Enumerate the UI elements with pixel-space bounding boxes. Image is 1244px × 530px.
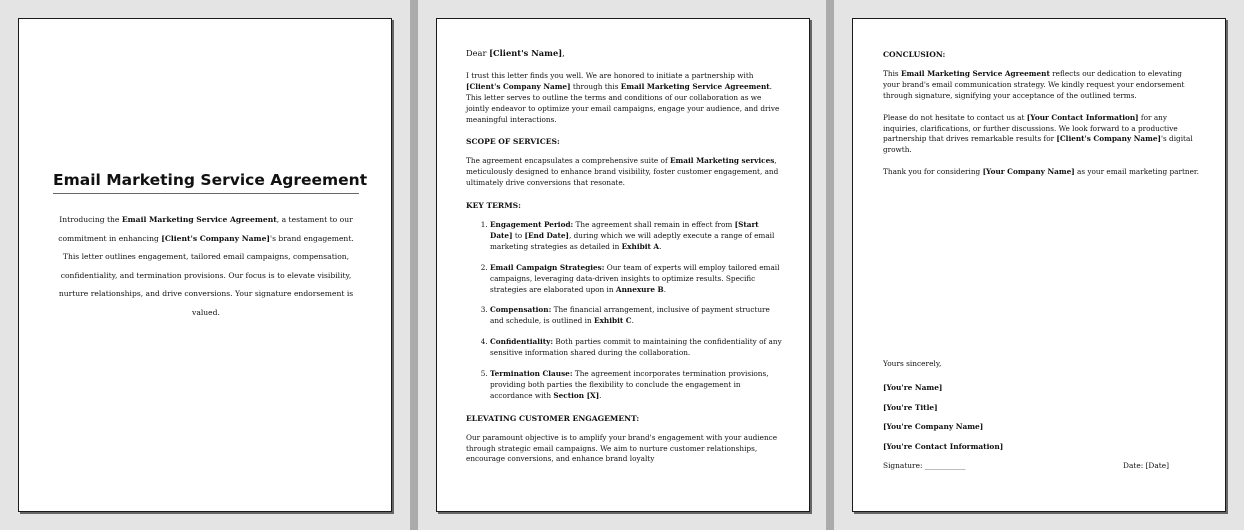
list-item: 3. Compensation: The financial arrangement, inclusive of payment structure and schedule, is outlined in Exhibit C. xyxy=(490,305,782,327)
signer-name: [You're Name] xyxy=(883,383,943,392)
signature-date-line xyxy=(883,461,1199,473)
list-item: 4. Confidentiality: Both parties commit to maintaining the confidentiality of any sensitive information shared during the collaboration. xyxy=(490,337,782,359)
key-terms-list xyxy=(466,220,782,402)
conclusion-paragraph: This Email Marketing Service Agreement reflects our dedication to elevating your brand's email communication strategy. We kindly request your endorsement through signature, signifying your acceptance of the outlined terms. xyxy=(883,68,1185,100)
intro-paragraph: Introducing the Email Marketing Service Agreement, a testament to our commitment in enhancing [Client's Company Name]'s brand engagement. This letter outlines engagement, tailored email campaigns, compensation, confidentiality, and termination provisions. Our focus is to elevate visibility, nurture relationships, and drive conversions. Your signature endorsement is valued. xyxy=(58,215,354,317)
elevating-paragraph: Our paramount objective is to amplify your brand's engagement with your audience through strategic email campaigns. We aim to nurture customer relationships, encourage conversions, and enhance brand loyalty xyxy=(466,432,778,464)
signer-contact: [You're Contact Information] xyxy=(883,441,1004,451)
section-heading: ELEVATING CUSTOMER ENGAGEMENT: xyxy=(466,413,640,423)
list-item: 5. Termination Clause: The agreement incorporates termination provisions, providing both parties the flexibility to conclude the engagement in accordance with Section [X]. xyxy=(490,369,782,402)
signer-title: [You're Title] xyxy=(883,402,938,412)
contact-paragraph: Please do not hesitate to contact us at [Your Contact Information] for any inquiries, clarifications, or further discussions. We look forward to a productive partnership that drives remarkable results for [Client's Company Name]'s digital growth. xyxy=(883,112,1193,155)
section-heading: SCOPE OF SERVICES: xyxy=(466,137,560,147)
document-page-1 xyxy=(18,18,392,512)
list-item: 2. Email Campaign Strategies: Our team of experts will employ tailored email campaigns, leveraging data-driven insights to optimize results. Specific strategies are elaborated upon in Annexure B. xyxy=(490,263,782,296)
document-page-2 xyxy=(436,18,810,512)
signature-block xyxy=(883,359,1199,483)
letter-body xyxy=(466,48,782,477)
intro-paragraph: I trust this letter finds you well. We are honored to initiate a partnership with [Client's Company Name] through this Email Marketing Service Agreement. This letter serves to outline the terms and conditions of our collaboration as we jointly endeavor to optimize your email campaigns, engage your audience, and drive meaningful interactions. xyxy=(466,70,780,124)
date-field: Date: [Date] xyxy=(1123,461,1169,470)
closing: Yours sincerely, xyxy=(883,359,942,368)
page-title: Email Marketing Service Agreement xyxy=(53,171,359,194)
signer-company: [You're Company Name] xyxy=(883,422,984,431)
scope-paragraph: The agreement encapsulates a comprehensive suite of Email Marketing services, meticulously designed to enhance brand visibility, foster customer engagement, and ultimately drive conversions that resonate. xyxy=(466,156,779,188)
section-heading: CONCLUSION: xyxy=(883,50,946,59)
section-heading: KEY TERMS: xyxy=(466,201,521,211)
signature-field: Signature: ___________ xyxy=(883,461,966,470)
conclusion-body xyxy=(883,50,1199,189)
document-page-3 xyxy=(852,18,1226,512)
list-item: 1. Engagement Period: The agreement shall remain in effect from [Start Date] to [End Date], during which we will adeptly execute a range of email marketing strategies as detailed in Exhibit A. xyxy=(490,220,782,253)
thanks-paragraph: Thank you for considering [Your Company Name] as your email marketing partner. xyxy=(883,167,1199,177)
salutation: Dear [Client's Name], xyxy=(466,48,565,58)
